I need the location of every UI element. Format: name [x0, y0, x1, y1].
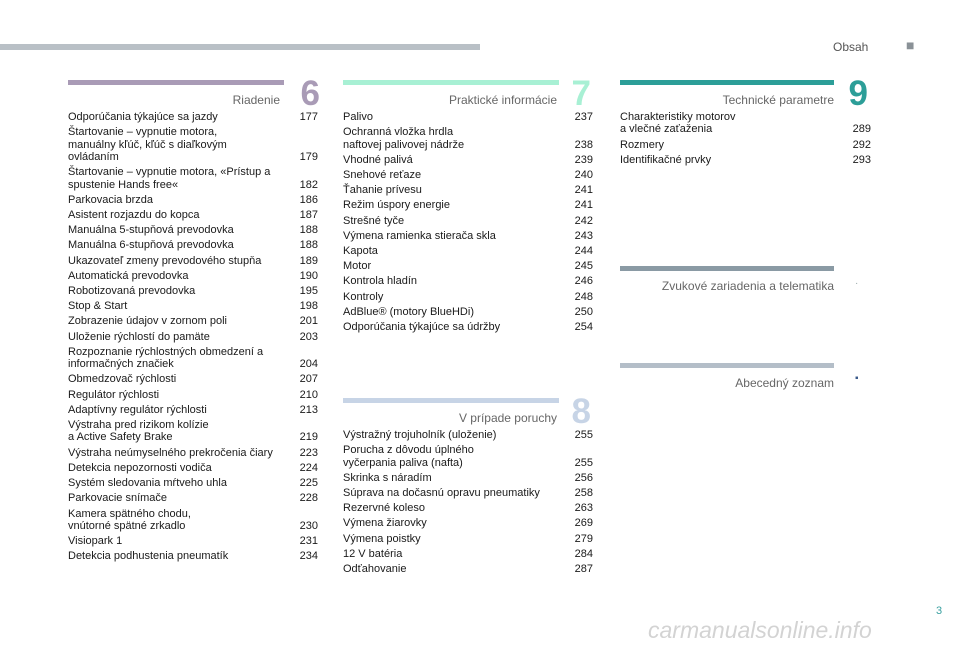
toc-entry-page: 201	[299, 315, 318, 328]
toc-entry[interactable]	[343, 215, 593, 227]
toc-entry-label: Identifikačné prvky	[620, 153, 712, 166]
toc-entry[interactable]	[68, 373, 318, 385]
toc-entry-page: 189	[299, 254, 318, 267]
toc-entry[interactable]	[620, 139, 871, 151]
toc-entry-page: 195	[299, 285, 318, 298]
toc-entry[interactable]	[343, 260, 593, 272]
toc-entry-label: Parkovacia brzda	[68, 193, 153, 206]
toc-entry-page: 287	[574, 563, 593, 576]
toc-entry-page: 246	[574, 275, 593, 288]
toc-entry[interactable]	[68, 389, 318, 401]
toc-entry[interactable]	[620, 111, 871, 136]
toc-entry-page: 240	[574, 169, 593, 182]
toc-entry-page: 284	[574, 547, 593, 560]
toc-entry-label: Charakteristiky motorov a vlečné zaťaženia	[620, 111, 736, 136]
toc-entry-page: 263	[574, 502, 593, 515]
toc-entry[interactable]	[343, 321, 593, 333]
toc-entry[interactable]	[343, 184, 593, 196]
section-marker-dot: ▪	[855, 373, 859, 384]
toc-entry[interactable]	[68, 477, 318, 489]
section-number: 8	[571, 392, 591, 431]
section-number: 7	[571, 74, 591, 113]
toc-entry-page: 254	[574, 321, 593, 334]
toc-entry[interactable]	[343, 444, 593, 469]
toc-entry-label: Porucha z dôvodu úplného vyčerpania paliva (nafta)	[343, 444, 474, 469]
toc-entry-label: Motor	[343, 260, 372, 273]
section-title: Riadenie	[232, 93, 280, 107]
top-accent-bar	[0, 44, 480, 50]
page-number: 3	[936, 605, 943, 617]
toc-entry-label: Kontrola hladín	[343, 275, 417, 288]
toc-entry-page: 248	[574, 290, 593, 303]
toc-list	[343, 111, 593, 336]
toc-entry-label: Ochranná vložka hrdla naftovej palivovej nádrže	[343, 126, 465, 151]
toc-entry[interactable]	[343, 111, 593, 123]
toc-entry[interactable]	[343, 533, 593, 545]
toc-entry[interactable]	[343, 487, 593, 499]
toc-entry-page: 213	[299, 403, 318, 416]
toc-entry-page: 289	[852, 123, 871, 136]
toc-entry-label: AdBlue® (motory BlueHDi)	[343, 305, 474, 318]
toc-entry[interactable]	[68, 270, 318, 282]
toc-entry-page: 279	[574, 532, 593, 545]
section-title: Praktické informácie	[448, 93, 557, 107]
toc-entry-page: 239	[574, 153, 593, 166]
toc-entry-page: 245	[574, 260, 593, 273]
toc-entry-label: Rozpoznanie rýchlostných obmedzení a informačných značiek	[68, 345, 264, 371]
section-bar	[343, 80, 559, 85]
section-title: Technické parametre	[722, 93, 834, 107]
toc-entry[interactable]	[343, 230, 593, 242]
toc-entry-label: Manuálna 5-stupňová prevodovka	[68, 224, 234, 237]
toc-entry-page: 188	[299, 224, 318, 237]
toc-entry-label: Palivo	[343, 111, 373, 123]
toc-entry-label: Ukazovateľ zmeny prevodového stupňa	[68, 254, 262, 267]
toc-entry-label: Kontroly	[343, 290, 384, 303]
toc-entry-label: Systém sledovania mŕtveho uhla	[68, 477, 227, 490]
toc-entry-page: 198	[299, 300, 318, 313]
toc-list	[620, 111, 871, 169]
toc-entry[interactable]	[343, 154, 593, 166]
toc-entry[interactable]	[68, 300, 318, 312]
toc-entry-page: 186	[299, 193, 318, 206]
toc-entry-label: Súprava na dočasnú opravu pneumatiky	[343, 487, 540, 500]
toc-entry-page: 255	[574, 456, 593, 469]
toc-entry[interactable]	[343, 199, 593, 211]
section-number: 9	[848, 74, 868, 113]
toc-entry-label: Ťahanie prívesu	[343, 184, 422, 197]
toc-entry-page: 293	[852, 153, 871, 166]
toc-entry-label: Vhodné palivá	[343, 153, 413, 166]
toc-entry[interactable]	[343, 291, 593, 303]
section-bar	[620, 363, 834, 368]
toc-entry[interactable]	[343, 502, 593, 514]
toc-entry[interactable]	[620, 154, 871, 166]
toc-entry[interactable]	[68, 194, 318, 206]
toc-entry[interactable]	[343, 169, 593, 181]
toc-entry[interactable]	[68, 209, 318, 221]
toc-entry-label: Výmena poistky	[343, 532, 421, 545]
toc-entry[interactable]	[343, 245, 593, 257]
toc-entry-page: 258	[574, 487, 593, 500]
toc-entry-page: 231	[299, 535, 318, 548]
toc-entry-page: 207	[299, 373, 318, 386]
toc-entry-label: Regulátor rýchlosti	[68, 388, 160, 401]
section-bar	[343, 398, 559, 403]
toc-entry[interactable]	[343, 563, 593, 575]
toc-entry[interactable]	[68, 535, 318, 547]
toc-entry-label: Adaptívny regulátor rýchlosti	[68, 403, 207, 416]
toc-entry-page: 190	[299, 269, 318, 282]
toc-entry[interactable]	[68, 550, 318, 562]
section-marker-dot: ·	[855, 278, 859, 289]
section-bar	[620, 266, 834, 271]
toc-entry-label: Detekcia podhustenia pneumatík	[68, 550, 229, 563]
toc-entry-page: 219	[299, 431, 318, 444]
toc-entry-page: 210	[299, 388, 318, 401]
page-title-marker: ■	[906, 37, 915, 53]
toc-entry-label: Kamera spätného chodu, vnútorné spätné zrkadlo	[68, 507, 191, 532]
section-bar	[68, 80, 284, 85]
toc-entry-label: Odporúčania týkajúce sa jazdy	[68, 111, 218, 123]
toc-entry[interactable]	[68, 447, 318, 459]
toc-list	[68, 111, 318, 566]
toc-entry-page: 269	[574, 517, 593, 530]
section-title: Zvukové zariadenia a telematika	[661, 279, 834, 293]
section-title: V prípade poruchy	[458, 411, 557, 425]
toc-entry-page: 230	[299, 519, 318, 532]
toc-entry[interactable]	[343, 429, 593, 441]
toc-entry-page: 177	[299, 111, 318, 123]
toc-entry[interactable]	[68, 404, 318, 416]
toc-entry-label: Režim úspory energie	[343, 199, 450, 212]
toc-entry[interactable]	[68, 255, 318, 267]
toc-entry[interactable]	[68, 315, 318, 327]
toc-entry-label: Snehové reťaze	[343, 169, 422, 182]
toc-entry-label: Výmena žiarovky	[343, 517, 427, 530]
watermark-text: carmanualsonline.info	[648, 617, 872, 643]
toc-entry-page: 238	[574, 138, 593, 151]
toc-entry-page: 243	[574, 229, 593, 242]
toc-entry-label: Výstražný trojuholník (uloženie)	[343, 429, 497, 441]
toc-entry-label: Asistent rozjazdu do kopca	[68, 209, 200, 222]
toc-entry-page: 237	[574, 111, 593, 123]
toc-entry[interactable]	[68, 508, 318, 533]
toc-entry-page: 241	[574, 184, 593, 197]
toc-entry-page: 234	[299, 550, 318, 563]
toc-entry[interactable]	[343, 517, 593, 529]
page-title: Obsah	[833, 40, 869, 54]
toc-entry-page: 241	[574, 199, 593, 212]
toc-entry-label: Štartovanie – vypnutie motora, «Prístup a spustenie Hands free«	[68, 166, 271, 191]
toc-entry-label: Výstraha neúmyselného prekročenia čiary	[68, 446, 273, 459]
section-bar	[620, 80, 834, 85]
toc-entry-page: 244	[574, 245, 593, 258]
toc-entry[interactable]	[343, 126, 593, 151]
toc-entry-label: Rozmery	[620, 138, 665, 151]
toc-entry-label: Parkovacie snímače	[68, 492, 168, 505]
section-number: 6	[300, 74, 320, 113]
toc-entry-label: Manuálna 6-stupňová prevodovka	[68, 239, 234, 252]
toc-entry[interactable]	[68, 346, 318, 371]
toc-entry[interactable]	[68, 111, 318, 123]
toc-entry-label: Zobrazenie údajov v zornom poli	[68, 315, 227, 328]
toc-entry-page: 250	[574, 305, 593, 318]
toc-entry-page: 188	[299, 239, 318, 252]
toc-entry-label: Štartovanie – vypnutie motora, manuálny kľúč, kľúč s diaľkovým ovládaním	[68, 126, 227, 164]
toc-entry-label: Výstraha pred rizikom kolízie a Active Safety Brake	[68, 419, 209, 444]
toc-entry-label: Odťahovanie	[343, 563, 407, 576]
toc-entry-label: Rezervné koleso	[343, 502, 425, 515]
toc-entry-label: 12 V batéria	[343, 547, 403, 560]
toc-entry-page: 225	[299, 477, 318, 490]
toc-entry-page: 224	[299, 461, 318, 474]
toc-entry-page: 228	[299, 492, 318, 505]
toc-entry[interactable]	[68, 331, 318, 343]
toc-entry-label: Visiopark 1	[68, 535, 123, 548]
toc-entry[interactable]	[68, 419, 318, 444]
toc-entry-page: 179	[299, 151, 318, 164]
toc-entry-page: 187	[299, 209, 318, 222]
toc-entry[interactable]	[343, 472, 593, 484]
toc-entry-page: 204	[299, 358, 318, 371]
toc-entry[interactable]	[68, 492, 318, 504]
toc-entry[interactable]	[343, 306, 593, 318]
toc-entry-label: Uloženie rýchlostí do pamäte	[68, 330, 210, 343]
toc-entry-page: 256	[574, 471, 593, 484]
toc-entry[interactable]	[68, 462, 318, 474]
toc-entry-label: Stop & Start	[68, 300, 128, 313]
toc-entry-label: Obmedzovač rýchlosti	[68, 373, 177, 386]
toc-entry-label: Automatická prevodovka	[68, 269, 189, 282]
toc-entry-page: 255	[574, 429, 593, 441]
toc-entry-label: Odporúčania týkajúce sa údržby	[343, 321, 501, 334]
toc-entry[interactable]	[68, 166, 318, 191]
toc-entry-label: Strešné tyče	[343, 214, 405, 227]
toc-entry-label: Výmena ramienka stierača skla	[343, 229, 496, 242]
toc-entry-page: 242	[574, 214, 593, 227]
toc-entry[interactable]	[68, 126, 318, 163]
toc-entry-label: Detekcia nepozornosti vodiča	[68, 461, 212, 474]
toc-entry-label: Robotizovaná prevodovka	[68, 285, 196, 298]
toc-entry[interactable]	[343, 275, 593, 287]
toc-entry-page: 292	[852, 138, 871, 151]
toc-entry[interactable]	[343, 548, 593, 560]
toc-entry-page: 203	[299, 330, 318, 343]
toc-list	[343, 429, 593, 578]
toc-entry[interactable]	[68, 239, 318, 251]
toc-entry-page: 182	[299, 178, 318, 191]
toc-entry-label: Skrinka s náradím	[343, 471, 432, 484]
toc-entry[interactable]	[68, 224, 318, 236]
section-title: Abecedný zoznam	[735, 376, 834, 390]
toc-entry-page: 223	[299, 446, 318, 459]
toc-entry[interactable]	[68, 285, 318, 297]
toc-entry-label: Kapota	[343, 245, 378, 258]
